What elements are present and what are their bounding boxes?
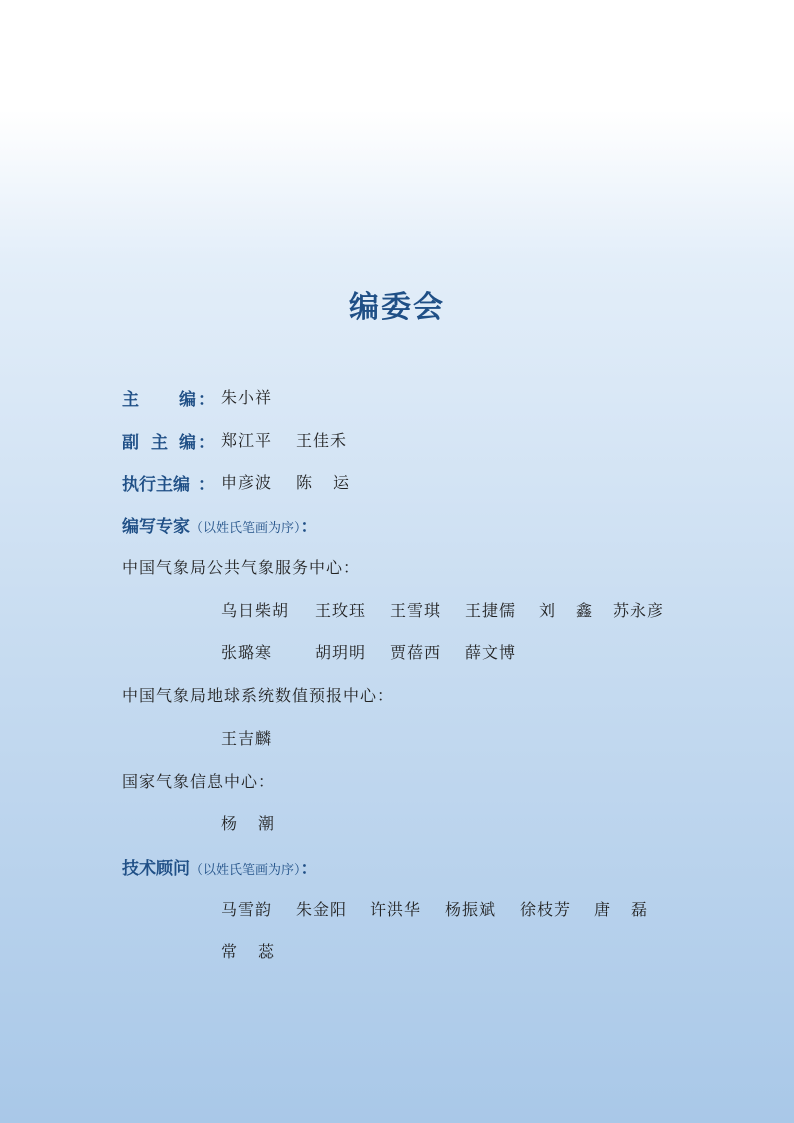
org-name: 中国气象局地球系统数值预报中心： — [122, 686, 395, 705]
org-heading — [0, 555, 794, 579]
writing-experts-label: 编写专家（以姓氏笔画为序）： — [122, 517, 318, 537]
expert-name: 胡玥明 — [315, 643, 367, 662]
names-row — [0, 726, 794, 750]
expert-name: 潮 — [258, 814, 276, 833]
executive-name: 申彦波 — [221, 473, 273, 492]
org-name: 国家气象信息中心： — [122, 772, 276, 791]
expert-name: 王玫珏 — [315, 601, 367, 620]
advisor-name: 杨振斌 — [445, 900, 497, 919]
org-name: 中国气象局公共气象服务中心： — [122, 558, 361, 577]
page-title: 编委会 — [349, 290, 445, 325]
deputy-label-colon: ： — [198, 433, 215, 453]
expert-name: 王捷儒 — [465, 601, 517, 620]
expert-name: 王吉麟 — [221, 729, 273, 748]
expert-name: 贾蓓西 — [390, 643, 442, 662]
names-row — [0, 939, 794, 963]
editor-label-colon: ： — [198, 390, 215, 410]
advisor-name: 许洪华 — [370, 900, 422, 919]
expert-name: 苏永彦 — [613, 601, 665, 620]
advisor-name: 磊 — [631, 900, 649, 919]
advisor-name: 常 — [221, 942, 239, 961]
names-row — [0, 897, 794, 921]
technical-advisors-note: （以姓氏笔画为序） — [190, 863, 301, 878]
expert-name: 刘 — [539, 601, 557, 620]
executive-editors-row — [0, 470, 794, 494]
advisor-name: 朱金阳 — [296, 900, 348, 919]
expert-name: 鑫 — [576, 601, 594, 620]
expert-name: 乌日柴胡 — [221, 601, 290, 620]
editor-label-char: 主 — [122, 390, 139, 410]
technical-advisors-label: 技术顾问（以姓氏笔画为序）： — [122, 859, 318, 879]
editor-name: 朱小祥 — [221, 388, 273, 407]
deputy-label-char: 主 — [151, 433, 168, 453]
writing-experts-note: （以姓氏笔画为序） — [190, 521, 301, 536]
advisor-name: 马雪韵 — [221, 900, 273, 919]
deputy-name: 王佳禾 — [296, 431, 348, 450]
executive-name: 运 — [333, 473, 351, 492]
expert-name: 王雪琪 — [390, 601, 442, 620]
deputy-editors-row — [0, 428, 794, 452]
names-row — [0, 811, 794, 835]
expert-name: 张璐寒 — [221, 643, 273, 662]
advisor-name: 蕊 — [258, 942, 276, 961]
org-heading — [0, 683, 794, 707]
expert-name: 杨 — [221, 814, 239, 833]
writing-experts-heading — [0, 512, 794, 536]
advisor-name: 徐枝芳 — [520, 900, 572, 919]
advisor-name: 唐 — [594, 900, 612, 919]
names-row — [0, 598, 794, 622]
editor-label-char: 编 — [179, 390, 196, 410]
expert-name: 薛文博 — [465, 643, 517, 662]
deputy-label-char: 副 — [122, 433, 139, 453]
executive-label-colon: ： — [198, 475, 215, 495]
deputy-name: 郑江平 — [221, 431, 273, 450]
editor-in-chief-row — [0, 385, 794, 409]
deputy-label-char: 编 — [179, 433, 196, 453]
executive-label: 执行主编 — [122, 475, 190, 495]
technical-advisors-heading — [0, 854, 794, 878]
executive-name: 陈 — [296, 473, 314, 492]
names-row — [0, 640, 794, 664]
org-heading — [0, 769, 794, 793]
